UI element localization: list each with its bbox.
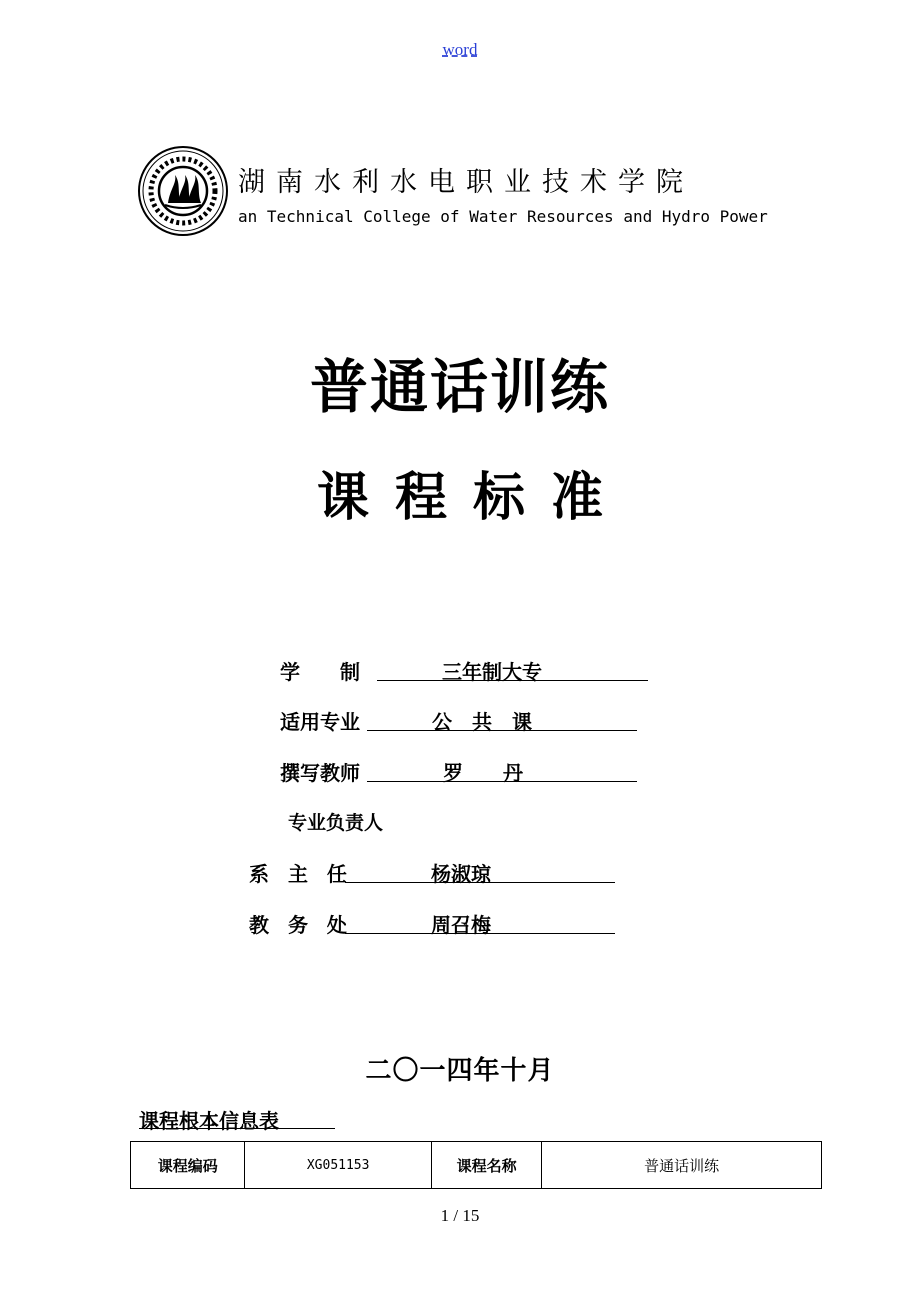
field-value: 杨淑琼 — [431, 862, 491, 886]
field-xizhuren — [249, 858, 619, 888]
field-value: 公 共 课 — [432, 710, 532, 734]
field-value: 罗 丹 — [443, 761, 523, 785]
field-value: 三年制大专 — [442, 660, 542, 684]
college-emblem-icon — [137, 145, 229, 237]
college-name-cn: 湖南水利水电职业技术学院 — [238, 167, 694, 198]
table-caption: 课程根本信息表 — [139, 1109, 279, 1133]
name-value-cell: 普通话训练 — [542, 1142, 822, 1189]
page-number: 1 / 15 — [440, 1206, 480, 1225]
document-subtitle: 课程标准 — [316, 468, 629, 528]
field-xuezhi — [280, 656, 650, 686]
field-zhuanye — [280, 706, 640, 736]
header-word-link[interactable]: word — [442, 40, 478, 59]
field-label: 系 主 任 — [249, 862, 353, 886]
caption-underline — [139, 1128, 335, 1129]
field-fuzeren — [288, 808, 488, 838]
field-label: 学 制 — [280, 660, 360, 684]
name-header-cell: 课程名称 — [431, 1142, 542, 1189]
field-label: 专业负责人 — [288, 812, 384, 834]
table-row — [131, 1142, 822, 1189]
field-label: 教 务 处 — [249, 913, 353, 937]
field-label: 适用专业 — [280, 710, 360, 734]
field-value: 周召梅 — [431, 913, 491, 937]
field-jiaowuchu — [249, 909, 619, 939]
course-info-table — [130, 1141, 822, 1189]
document-date: 二〇一四年十月 — [365, 1056, 555, 1086]
field-label: 撰写教师 — [280, 761, 360, 785]
document-title: 普通话训练 — [309, 353, 610, 421]
code-value-cell: XG051153 — [245, 1142, 431, 1189]
college-name-en: an Technical College of Water Resources and Hydro Power — [238, 207, 768, 226]
code-header-cell: 课程编码 — [131, 1142, 245, 1189]
field-jiaoshi — [280, 757, 640, 787]
